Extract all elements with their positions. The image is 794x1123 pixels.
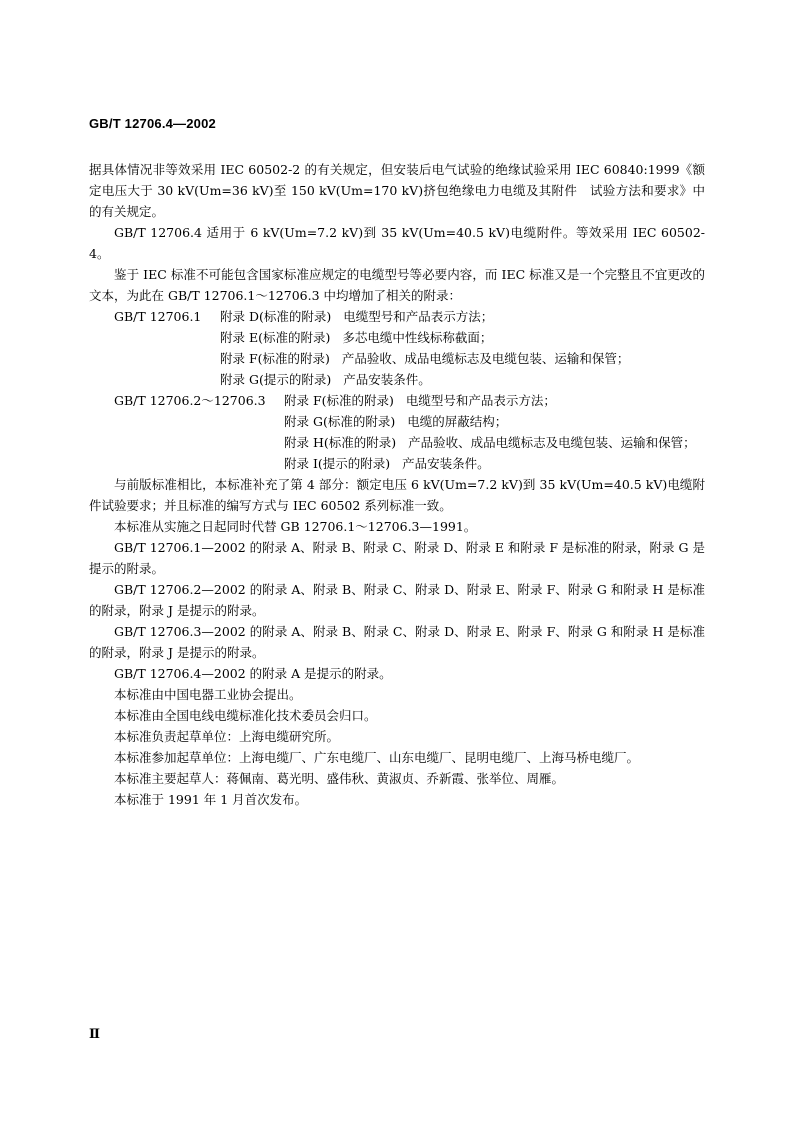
appendix-list-part23-code: GB/T 12706.2～12706.3 [114,393,266,408]
paragraph-participating-units: 本标准参加起草单位：上海电缆厂、广东电缆厂、山东电缆厂、昆明电缆厂、上海马桥电缆厂。 [114,750,640,765]
appendix-list-part23-row-3 [89,432,705,453]
paragraph-part4-appendices: GB/T 12706.4—2002 的附录 A 是提示的附录。 [114,666,392,681]
appendix-label: 附录 F(标准的附录) [220,351,330,366]
appendix-label: 附录 H(标准的附录) [284,435,397,450]
paragraph-committee: 本标准由全国电线电缆标准化技术委员会归口。 [114,708,377,723]
appendix-description: 产品安装条件。 [402,456,490,471]
paragraph-supersedes: 本标准从实施之日起同时代替 GB 12706.1～12706.3—1991。 [114,519,477,534]
paragraph-part2-appendices: GB/T 12706.2—2002 的附录 A、附录 B、附录 C、附录 D、附录 E、附录 F、附录 G 和附录 H 是标准的附录，附录 J 是提示的附录。 [89,582,705,618]
page-number: Ⅱ [89,1026,100,1041]
appendix-list-part1-row-4 [89,369,705,390]
appendix-list-part23-row-4 [89,453,705,474]
appendix-description: 产品验收、成品电缆标志及电缆包装、运输和保管； [341,351,630,366]
appendix-description: 产品验收、成品电缆标志及电缆包装、运输和保管； [408,435,696,450]
appendix-list-part23-row-2 [89,411,705,432]
appendix-description: 电缆型号和产品表示方法； [405,393,556,408]
appendix-list-part1-row-3 [89,348,705,369]
appendix-list-part1-row-2 [89,327,705,348]
paragraph-continuation: 据具体情况非等效采用 IEC 60502-2 的有关规定，但安装后电气试验的绝缘试验采用 IEC 60840:1999《额定电压大于 30 kV(Um=36 kV)至 150 kV(Um=170 kV)挤包绝缘电力电缆及其附件 试验方法和要求》中的有关规定。 [89,162,705,219]
appendix-label: 附录 D(标准的附录) [220,309,332,324]
paragraph-scope: GB/T 12706.4 适用于 6 kV(Um=7.2 kV)到 35 kV(Um=40.5 kV)电缆附件。等效采用 IEC 60502-4。 [89,225,705,261]
paragraph-first-issue: 本标准于 1991 年 1 月首次发布。 [114,792,308,807]
paragraph-appendix-intro: 鉴于 IEC 标准不可能包含国家标准应规定的电缆型号等必要内容，而 IEC 标准又是一个完整且不宜更改的文本，为此在 GB/T 12706.1～12706.3 中均增加了相关的附录： [89,267,705,303]
paragraph-part1-appendices: GB/T 12706.1—2002 的附录 A、附录 B、附录 C、附录 D、附录 E 和附录 F 是标准的附录，附录 G 是提示的附录。 [89,540,705,576]
appendix-description: 电缆型号和产品表示方法； [343,309,494,324]
appendix-label: 附录 F(标准的附录) [284,393,394,408]
appendix-description: 产品安装条件。 [343,372,431,387]
appendix-label: 附录 E(标准的附录) [220,330,331,345]
paragraph-part3-appendices: GB/T 12706.3—2002 的附录 A、附录 B、附录 C、附录 D、附录 E、附录 F、附录 G 和附录 H 是标准的附录，附录 J 是提示的附录。 [89,624,705,660]
paragraph-drafting-unit: 本标准负责起草单位：上海电缆研究所。 [114,729,340,744]
foreword-body [89,159,705,810]
paragraph-revision-summary: 与前版标准相比，本标准补充了第 4 部分：额定电压 6 kV(Um=7.2 kV)到 35 kV(Um=40.5 kV)电缆附件试验要求；并且标准的编写方式与 IEC 60502 系列标准一致。 [89,477,705,513]
paragraph-proposer: 本标准由中国电器工业协会提出。 [114,687,302,702]
appendix-label: 附录 G(标准的附录) [284,414,396,429]
appendix-label: 附录 G(提示的附录) [220,372,332,387]
paragraph-drafters: 本标准主要起草人：蒋佩南、葛光明、盛伟秋、黄淑贞、乔新霞、张举位、周雁。 [114,771,565,786]
appendix-list-part23-row-1 [89,390,705,411]
appendix-list-part1-code: GB/T 12706.1 [114,309,202,324]
appendix-list-part1-row-1 [89,306,705,327]
standard-number-header: GB/T 12706.4—2002 [89,116,216,131]
appendix-label: 附录 I(提示的附录) [284,456,391,471]
appendix-description: 电缆的屏蔽结构； [407,414,508,429]
appendix-description: 多芯电缆中性线标称截面； [342,330,493,345]
